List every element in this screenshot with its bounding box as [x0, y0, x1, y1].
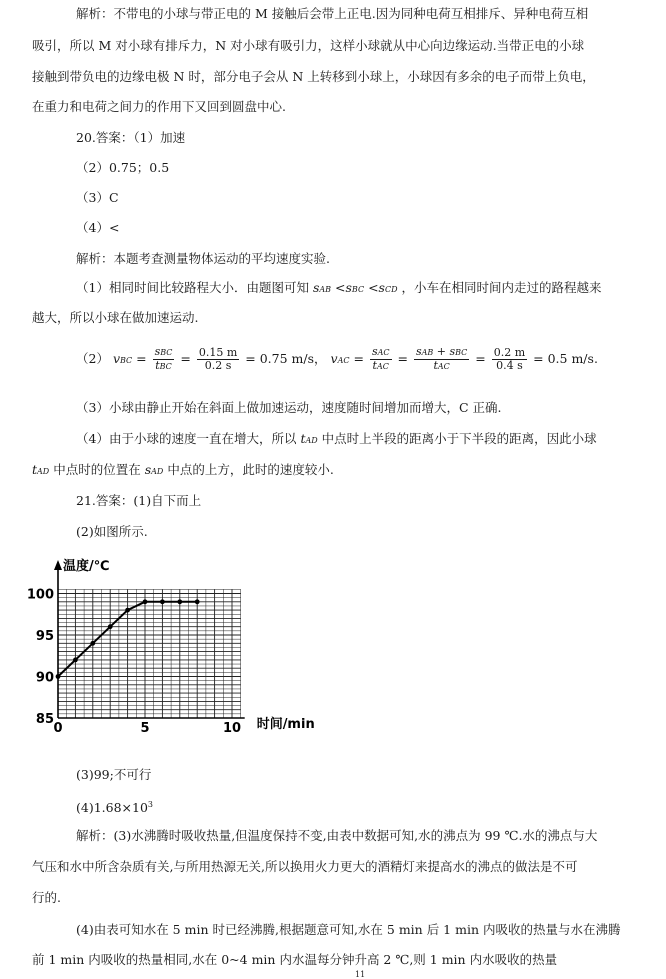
fraction-numerator: [153, 346, 175, 360]
text: （1）相同时间比较路程大小．由题图可知: [76, 280, 309, 295]
fraction-numerator: [414, 346, 469, 360]
x-tick-label: 0: [53, 721, 63, 736]
math-subscript: AC: [437, 362, 450, 371]
text: （2）: [76, 351, 109, 366]
q20-answer-heading: 20.答案：（1）加速: [76, 130, 186, 145]
fraction-numerator: 0.2 m: [493, 346, 526, 359]
math-symbol: s: [312, 280, 320, 295]
q20-explanation-4-cont: [32, 462, 334, 480]
math-subscript: CD: [384, 285, 398, 294]
superscript: 3: [147, 800, 154, 809]
math-symbol: t: [372, 359, 377, 372]
math-symbol: t: [155, 359, 160, 372]
y-axis-arrow: [54, 560, 62, 570]
x-tick-label: 10: [222, 721, 242, 736]
text: 中点时上半段的距离小于下半段的距离，因此小球: [321, 431, 597, 446]
q21-answer-3: (3)99;不可行: [76, 767, 152, 782]
math-symbol: s: [415, 345, 422, 358]
q21-analysis-line: 气压和水中所含杂质有关,与所用热源无关,所以换用火力更大的酒精灯来提高水的沸点的做法是不可: [32, 859, 578, 874]
math-result: = 0.5 m/s: [533, 351, 594, 366]
q21-analysis-line: 前 1 min 内吸收的热量相同,水在 0~4 min 内水温每分钟升高 2 ℃,则 1 min 内水吸收的热量: [32, 952, 558, 967]
data-point: [143, 599, 148, 604]
x-axis-label: 时间/min: [256, 717, 315, 732]
fraction: [153, 346, 175, 373]
q20-explanation-4: [76, 431, 597, 449]
fraction-denominator: [153, 360, 174, 373]
data-point: [108, 624, 113, 629]
q21-analysis-line: (4)由表可知水在 5 min 时已经沸腾,根据题意可知,水在 5 min 后 1 min 内吸收的热量与水在沸腾: [76, 922, 621, 937]
math-operator: =: [136, 351, 147, 366]
q20-answer-4: （4）<: [76, 220, 120, 235]
math-operator: =: [475, 351, 486, 366]
fraction: [370, 346, 392, 373]
math-subscript: BC: [159, 362, 172, 371]
math-subscript: BC: [160, 348, 173, 357]
math-subscript: AC: [337, 356, 350, 365]
math-operator: <: [335, 280, 346, 295]
math-subscript: AC: [376, 362, 389, 371]
data-point: [177, 599, 182, 604]
math-operator: =: [397, 351, 408, 366]
math-symbol: t: [433, 359, 438, 372]
math-symbol: s: [144, 462, 152, 477]
q19-analysis-line: 解析：不带电的小球与带正电的 M 接触后会带上正电.因为同种电荷互相排斥、异种电荷互相: [76, 6, 589, 21]
q20-analysis-intro: 解析：本题考查测量物体运动的平均速度实验.: [76, 251, 330, 266]
q20-answer-3: （3）C: [76, 190, 119, 205]
fraction-numerator: 0.15 m: [198, 346, 238, 359]
q21-answer-4: [76, 797, 153, 816]
q19-analysis-line: 在重力和电荷之间力的作用下又回到圆盘中心.: [32, 99, 286, 114]
math-subscript: AC: [377, 348, 390, 357]
page-number: 11: [355, 970, 366, 979]
text: (4)1.68×10: [76, 800, 148, 816]
math-operator: <: [368, 280, 379, 295]
q20-explanation-2-formula: [76, 346, 598, 374]
y-axis-label: 温度/℃: [63, 559, 110, 574]
temperature-time-chart: [26, 554, 326, 754]
math-symbol: s: [378, 280, 385, 295]
math-subscript: AD: [37, 467, 50, 476]
q21-answer-2: (2)如图所示.: [76, 524, 148, 539]
fraction: [414, 346, 469, 373]
fraction-numerator: [370, 346, 392, 360]
fraction-denominator: 0.4 s: [496, 359, 523, 372]
q20-answer-2: （2）0.75；0.5: [76, 160, 170, 175]
math-symbol: s: [154, 345, 161, 358]
math-subscript: AD: [305, 436, 318, 445]
math-operator: =: [353, 351, 364, 366]
q19-analysis-line: 接触到带负电的边缘电极 N 时，部分电子会从 N 上转移到小球上，小球因有多余的电子而带上负电，: [32, 69, 595, 84]
text: ，小车在相同时间内走过的路程越来: [401, 280, 602, 295]
math-symbol: t: [300, 431, 306, 446]
math-symbol: v: [330, 351, 338, 366]
math-subscript: AD: [151, 467, 164, 476]
data-point: [56, 674, 61, 679]
q21-analysis-line: 行的.: [32, 890, 61, 905]
text: ，: [314, 351, 327, 366]
x-tick-label: 5: [140, 721, 150, 736]
math-symbol: s: [345, 280, 352, 295]
math-symbol: t: [32, 462, 38, 477]
q20-explanation-1: [76, 280, 602, 298]
y-tick-label: 95: [35, 629, 54, 644]
q21-analysis-line: 解析：(3)水沸腾时吸收热量,但温度保持不变,由表中数据可知,水的沸点为 99 ℃.水的沸点与大: [76, 828, 598, 843]
math-operator: =: [180, 351, 191, 366]
math-subscript: BC: [351, 285, 365, 294]
data-point: [195, 599, 200, 604]
math-subscript: BC: [455, 348, 468, 357]
text: .: [593, 351, 598, 366]
q20-explanation-1-cont: 越大，所以小球在做加速运动.: [32, 310, 199, 325]
q20-explanation-3: （3）小球由静止开始在斜面上做加速运动，速度随时间增加而增大，C 正确.: [76, 400, 502, 415]
fraction-denominator: 0.2 s: [204, 359, 232, 372]
data-point: [125, 608, 130, 613]
text: 中点的上方，此时的速度较小.: [167, 462, 334, 477]
y-tick-label: 100: [26, 587, 54, 603]
fraction-denominator: [431, 360, 451, 373]
data-point: [90, 641, 95, 646]
fraction-denominator: [371, 360, 391, 373]
q19-analysis-line: 吸引，所以 M 对小球有排斥力，N 对小球有吸引力，这样小球就从中心向边缘运动.当带正电的小球: [32, 38, 585, 53]
data-point: [160, 599, 165, 604]
math-subscript: AB: [319, 285, 332, 294]
math-subscript: AB: [421, 348, 434, 357]
text: 中点时的位置在: [53, 462, 141, 477]
math-symbol: s: [371, 345, 378, 358]
y-tick-label: 85: [35, 712, 54, 727]
math-symbol: s: [449, 345, 456, 358]
text: （4）由于小球的速度一直在增大，所以: [76, 431, 297, 446]
fraction: [492, 347, 527, 372]
math-symbol: v: [112, 351, 120, 366]
q21-answer-heading: 21.答案：(1)自下而上: [76, 493, 202, 508]
math-operator: +: [433, 345, 450, 358]
y-tick-label: 90: [35, 670, 54, 686]
fraction: [197, 347, 239, 372]
math-subscript: BC: [120, 356, 133, 365]
data-point: [73, 658, 78, 663]
math-result: = 0.75 m/s: [245, 351, 315, 366]
